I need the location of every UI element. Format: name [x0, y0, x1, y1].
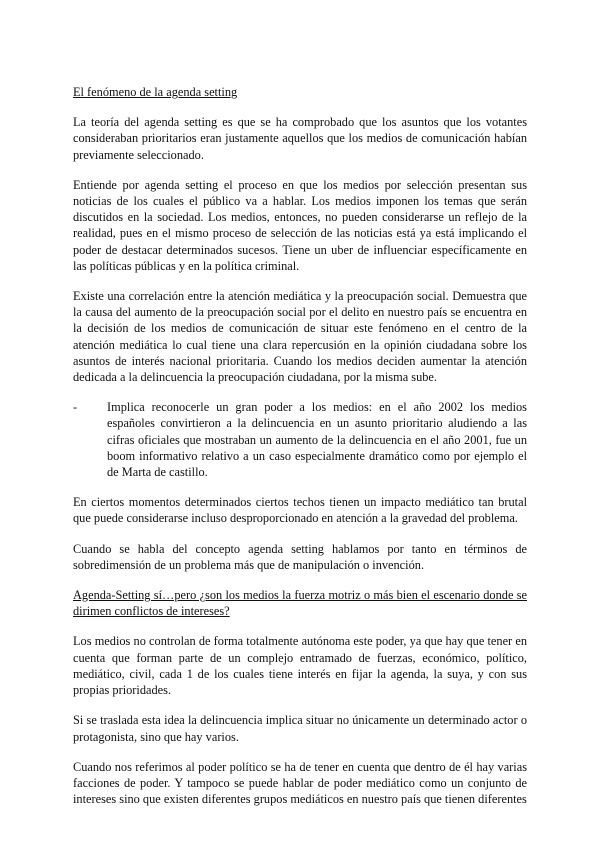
paragraph-actors: Si se traslada esta idea la delincuencia implica situar no únicamente un determinado actor o protagonista, sino que hay varios.	[73, 713, 527, 744]
paragraph-definition: Entiende por agenda setting el proceso en que los medios por selección presentan sus noticias de los cuales el público va a hablar. Los medios imponen los temas que serán discutidos en la sociedad. Los medios, entonces, no pueden considerarse un reflejo de la realidad, pues en el mismo proceso de selección de las noticias está ya está implicando el poder de destacar determinados sucesos. Tiene un uber de influenciar específicamente en las políticas públicas y en la política criminal.	[73, 177, 527, 273]
paragraph-correlation: Existe una correlación entre la atención mediática y la preocupación social. Demuestra que la causa del aumento de la preocupación social por el delito en nuestro país se encuentra en la decisión de los medios de comunicación de situar este fenómeno en el centro de la atención mediática lo cual tiene una clara repercusión en la opinión ciudadana sobre los asuntos de interés nacional prioritaria. Cuando los medios deciden aumentar la atención dedicada a la delincuencia la preocupación ciudadana, por la misma sube.	[73, 289, 527, 385]
paragraph-theory: La teoría del agenda setting es que se ha comprobado que los asuntos que los votantes consideraban prioritarios eran justamente aquellos que los medios de comunicación habían previamente seleccionado.	[73, 115, 527, 162]
section-heading-driving-force: Agenda-Setting sí…pero ¿son los medios la fuerza motriz o más bien el escenario donde se dirimen conflictos de intereses?	[73, 588, 527, 619]
document-body	[73, 84, 527, 821]
section-heading-agenda-setting: El fenómeno de la agenda setting	[73, 85, 238, 99]
bullet-text: Implica reconocerle un gran poder a los medios: en el año 2002 los medios españoles convirtieron a la delincuencia en un asunto prioritario aludiendo a las cifras oficiales que mostraban un aumento de la delincuencia en el año 2001, fue un boom informativo relativo a un caso especialmente dramático como por ejemplo el de Marta de castillo.	[107, 400, 527, 480]
bullet-marker: -	[73, 400, 78, 415]
paragraph-forces: Los medios no controlan de forma totalmente autónoma este poder, ya que hay que tener en cuenta que forman parte de un complejo entramado de fuerzas, económico, político, mediático, civil, cada 1 de los cuales tiene interés en fijar la agenda, la suya, y con sus propias prioridades.	[73, 634, 527, 698]
paragraph-overdimension: Cuando se habla del concepto agenda setting hablamos por tanto en términos de sobredimensión de un problema más que de manipulación o invención.	[73, 541, 527, 572]
paragraph-political-power: Cuando nos referimos al poder político se ha de tener en cuenta que dentro de él hay varias facciones de poder. Y tampoco se puede hablar de poder mediático como un conjunto de intereses sino que existen diferentes grupos mediáticos en nuestro país que tienen diferentes	[73, 759, 527, 807]
paragraph-impact: En ciertos momentos determinados ciertos techos tienen un impacto mediático tan brutal que puede considerarse incluso desproporcionado en atención a la gravedad del problema.	[73, 495, 527, 526]
bullet-item	[73, 399, 527, 480]
